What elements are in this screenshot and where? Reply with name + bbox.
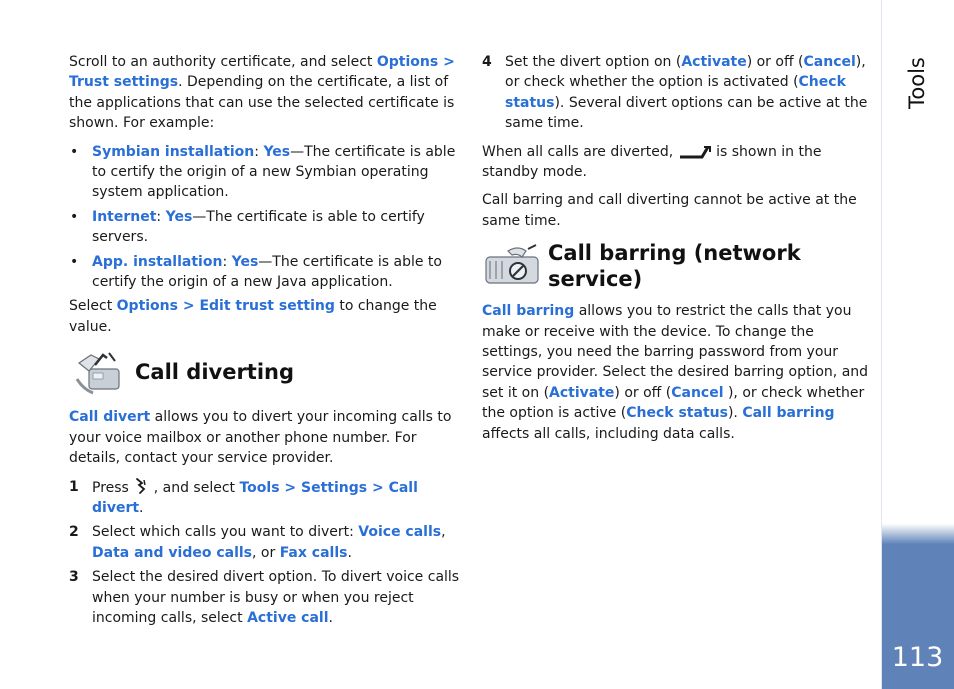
trust-settings-link[interactable]: Options > Trust settings: [69, 54, 455, 91]
divert-indicator-icon: [678, 145, 712, 159]
list-item: 3 Select the desired divert option. To divert voice calls when your number is busy or when you reject incoming calls, select Active call.: [69, 569, 460, 626]
call-divert-icon: [69, 349, 129, 395]
call-divert-menu-path[interactable]: Tools > Settings > Call divert: [92, 479, 418, 516]
certificate-usage-list: [69, 142, 461, 293]
list-item: 4 Set the divert option on (Activate) or off (Cancel), or check whether the option is activated (Check status). Several divert options can be active at the same time.: [482, 54, 868, 132]
list-item: 1 Press , and select Tools > Settings > Call divert.: [69, 478, 418, 516]
list-item: • Internet: Yes—The certificate is able to certify servers.: [69, 207, 461, 248]
call-diverting-header: [69, 349, 461, 395]
call-barring-link[interactable]: Call barring: [482, 303, 575, 320]
call-barring-link[interactable]: Call barring: [742, 405, 835, 422]
call-barring-header: [482, 241, 870, 292]
call-divert-intro: Call divert allows you to divert your incoming calls to your voice mailbox or another phone number. For details, contact your service provider.: [69, 409, 452, 467]
section-title: Call barring (network service): [548, 241, 801, 292]
section-title: Call diverting: [135, 360, 295, 385]
left-column: [69, 52, 461, 636]
list-item: 2 Select which calls you want to divert: Voice calls, Data and video calls, or Fax calls.: [69, 524, 446, 561]
all-diverted-paragraph: When all calls are diverted, is shown in the standby mode.: [482, 143, 822, 181]
divert-steps: [69, 477, 461, 629]
call-barring-body: Call barring allows you to restrict the calls that you make or receive with the device. To change the settings, you need the barring password from your service provider. Select the desired barring option, and set it on (Activate) or off (Cancel ), or check whether the option is active (Check status). Call barring affects all calls, including data calls.: [482, 303, 869, 442]
edit-trust-paragraph: Select Options > Edit trust setting to change the value.: [69, 298, 437, 335]
right-column: [482, 52, 870, 452]
call-divert-link[interactable]: Call divert: [69, 409, 151, 426]
list-item: • App. installation: Yes—The certificate is able to certify the origin of a new Java application.: [69, 252, 461, 293]
page-number: 113: [891, 642, 944, 673]
chapter-label: Tools: [904, 57, 929, 109]
barring-note: Call barring and call diverting cannot be active at the same time.: [482, 192, 857, 229]
divert-steps-continued: [482, 52, 870, 134]
intro-paragraph: Scroll to an authority certificate, and select Options > Trust settings. Depending on the certificate, a list of the applications that can use the selected certificate is shown. For example:: [69, 54, 455, 132]
edit-trust-setting-link[interactable]: Options > Edit trust setting: [116, 298, 335, 315]
list-item: • Symbian installation: Yes—The certificate is able to certify the origin of a new Symbian operating system application.: [69, 142, 461, 203]
call-barring-icon: [482, 243, 542, 289]
menu-key-icon: [133, 477, 149, 495]
